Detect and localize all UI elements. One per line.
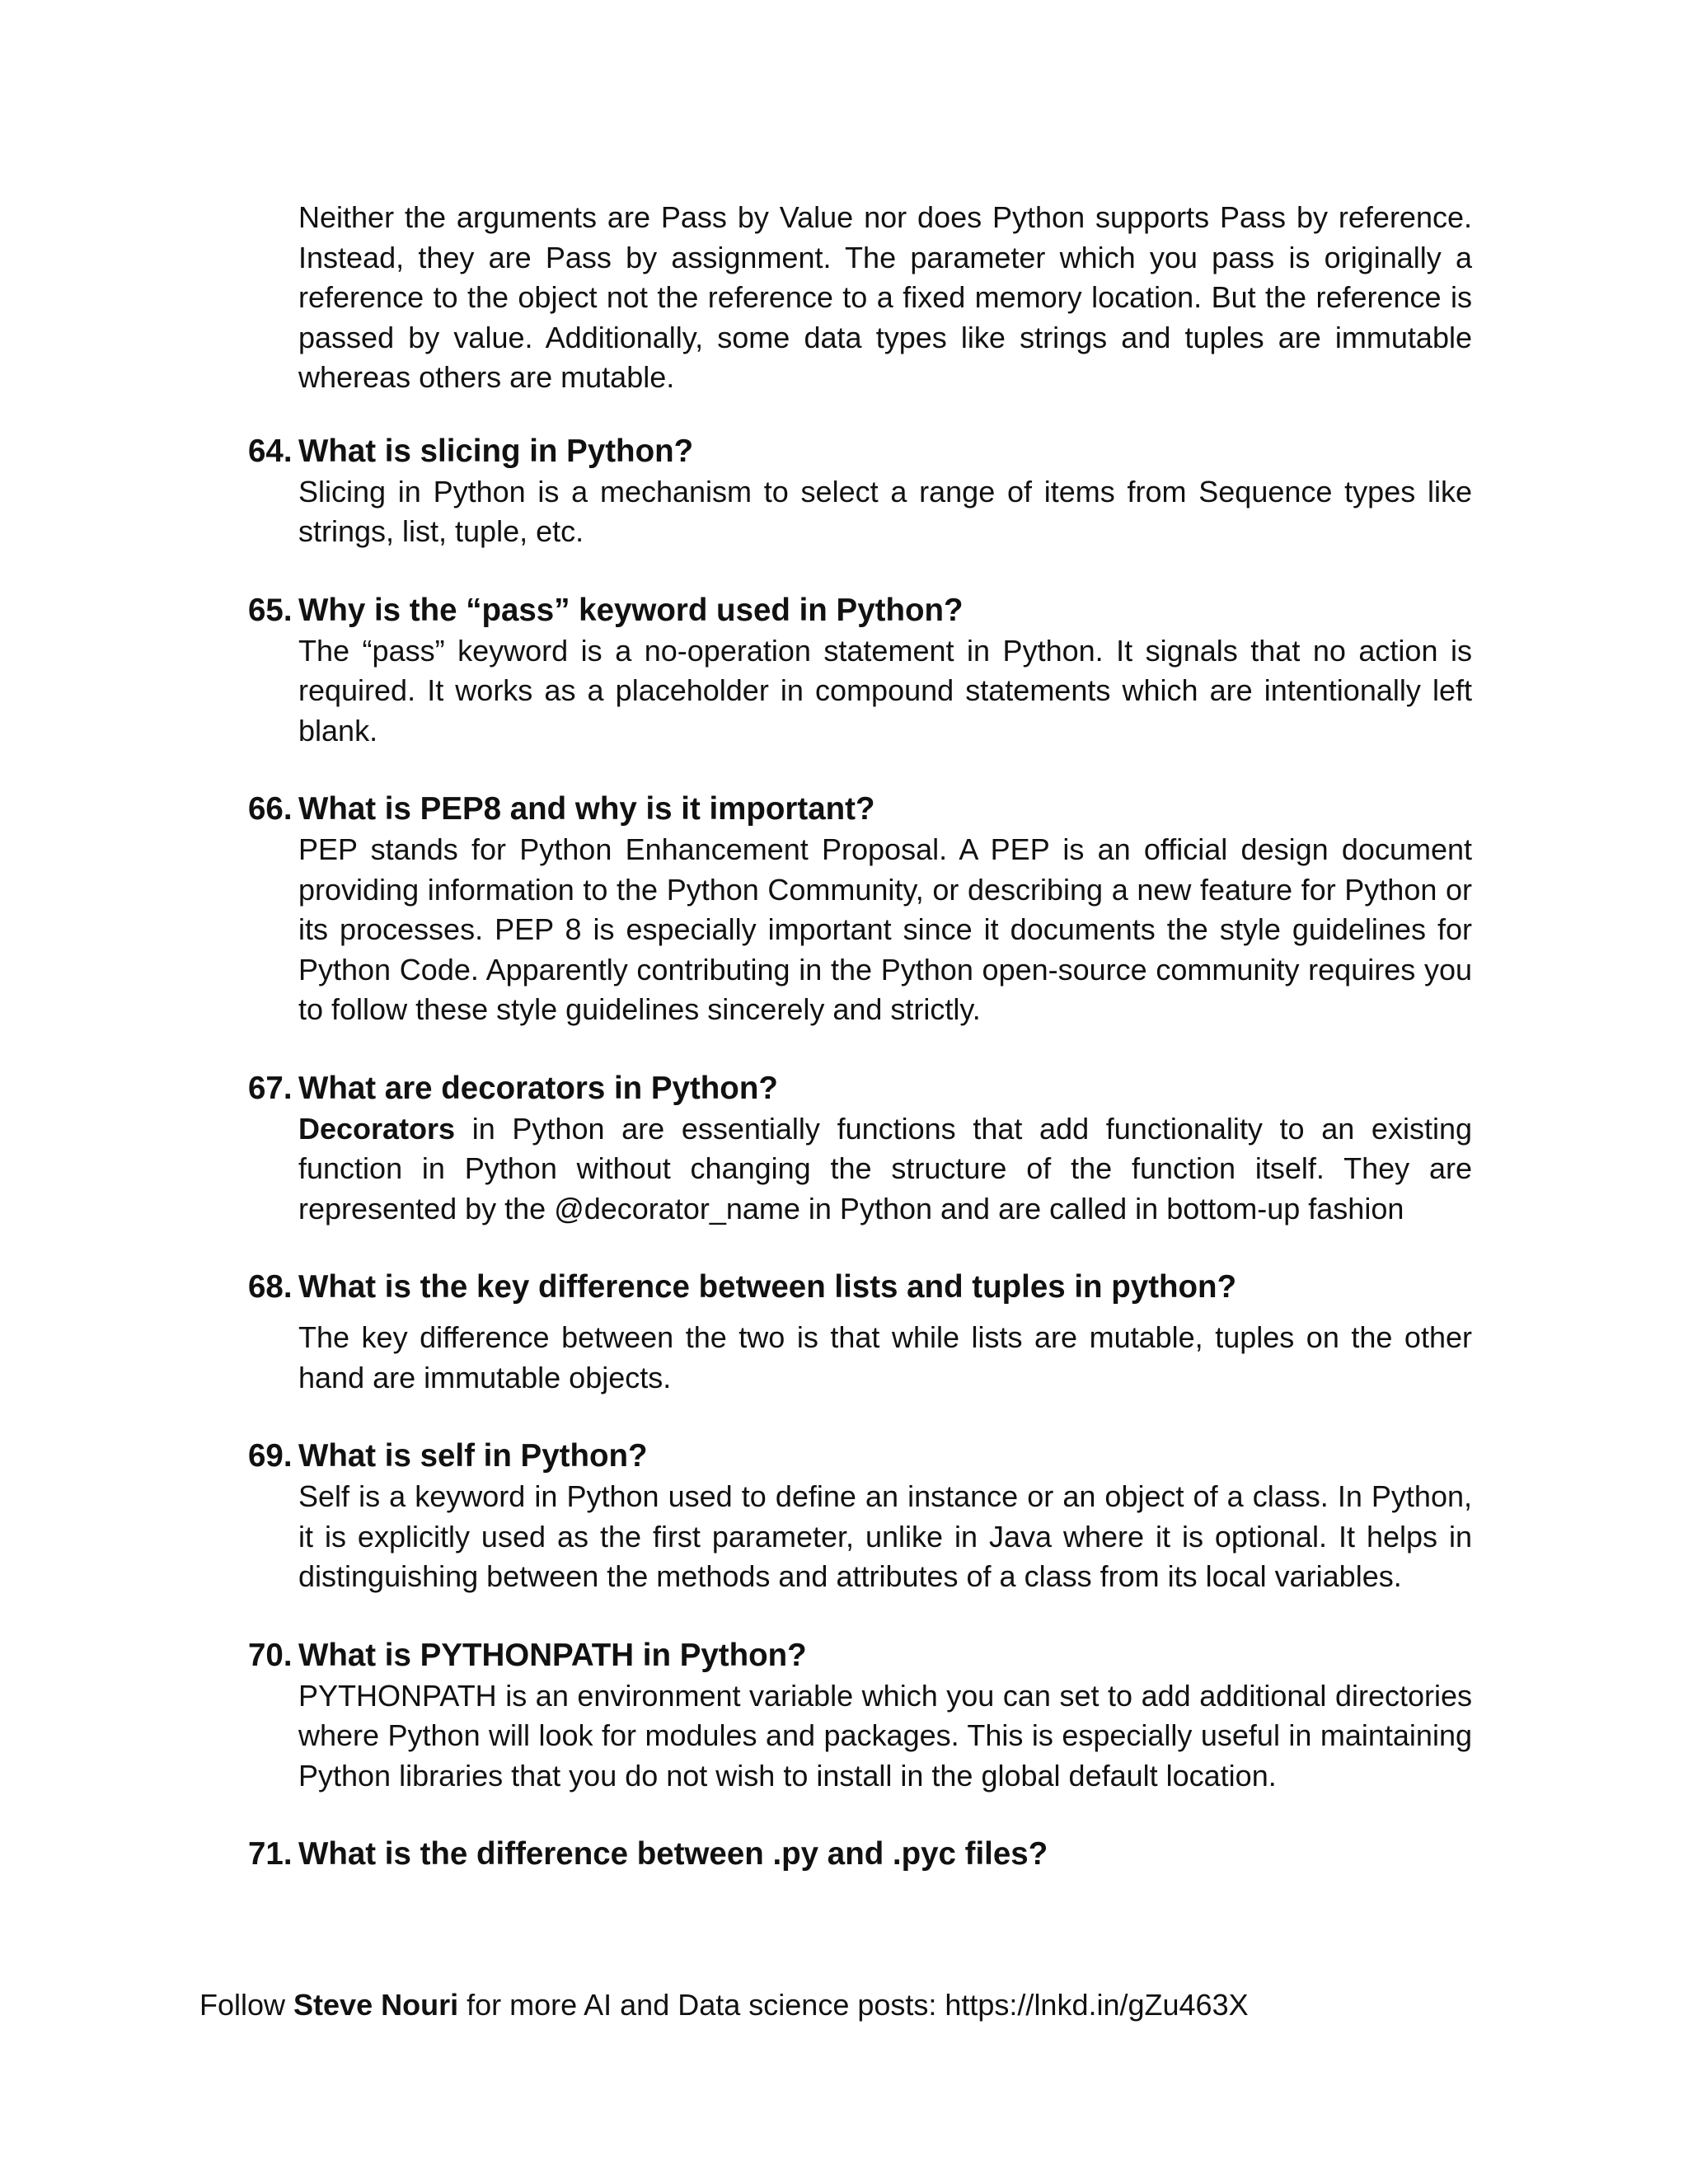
question-heading [248,1267,1472,1308]
question-70 [248,1635,1472,1797]
question-heading [248,1834,1472,1875]
question-heading [248,431,1472,472]
question-title: Why is the “pass” keyword used in Python? [298,592,964,628]
question-title: What is slicing in Python? [298,433,694,469]
document-body [248,198,1472,1875]
answer-bold-term: Decorators [298,1111,456,1146]
question-number: 67. [248,1070,293,1106]
footer-prefix: Follow [199,1988,294,2022]
answer-text: The “pass” keyword is a no-operation statement in Python. It signals that no action is required. It works as a placeholder in compound statements which are intentionally left blank. [298,633,1472,748]
answer-rest: in Python are essentially functions that add functionality to an existing function in Python without changing the structure of the function itself. They are represented by the @decorator_name in Python and are called in bottom-up fashion [298,1111,1472,1226]
question-number: 64. [248,433,293,469]
answer-text [298,1109,1472,1230]
question-heading [248,590,1472,631]
question-title: What are decorators in Python? [298,1070,778,1106]
answer-text: Slicing in Python is a mechanism to select a range of items from Sequence types like strings, list, tuple, etc. [298,474,1472,548]
question-number: 69. [248,1438,293,1474]
footer-suffix: for more AI and Data science posts: https://lnkd.in/gZu463X [458,1988,1249,2022]
question-69 [248,1436,1472,1597]
question-title: What is self in Python? [298,1438,648,1474]
question-title: What is the difference between .py and .pyc files? [298,1836,1048,1872]
answer-text: PEP stands for Python Enhancement Proposal. A PEP is an official design document providing information to the Python Community, or describing a new feature for Python or its processes. PEP 8 is especially important since it documents the style guidelines for Python Code. Apparently contributing in the Python open-source community requires you to follow these style guidelines sincerely and strictly. [298,832,1472,1026]
page-footer [199,1985,1249,2025]
question-title: What is PEP8 and why is it important? [298,791,875,827]
intro-paragraph: Neither the arguments are Pass by Value nor does Python supports Pass by reference. Instead, they are Pass by assignment. The parameter which you pass is originally a reference to the object not the reference to a fixed memory location. But the reference is passed by value. Additionally, some data types like strings and tuples are immutable whereas others are mutable. [298,200,1472,394]
question-heading [248,789,1472,830]
question-heading [248,1068,1472,1109]
answer-text: The key difference between the two is that while lists are mutable, tuples on the other hand are immutable objects. [298,1320,1472,1394]
question-65 [248,590,1472,752]
question-heading [248,1436,1472,1477]
question-title: What is the key difference between lists and tuples in python? [298,1269,1237,1305]
question-number: 71. [248,1836,293,1872]
answer-text: Self is a keyword in Python used to define an instance or an object of a class. In Python, it is explicitly used as the first parameter, unlike in Java where it is optional. It helps in distinguishing between the methods and attributes of a class from its local variables. [298,1479,1472,1593]
question-71 [248,1834,1472,1875]
question-number: 70. [248,1637,293,1673]
question-number: 66. [248,791,293,827]
question-number: 68. [248,1269,293,1305]
question-67 [248,1068,1472,1230]
question-68 [248,1267,1472,1398]
question-66 [248,789,1472,1030]
footer-author: Steve Nouri [293,1988,459,2022]
question-title: What is PYTHONPATH in Python? [298,1637,807,1673]
question-number: 65. [248,592,293,628]
question-heading [248,1635,1472,1676]
answer-text: PYTHONPATH is an environment variable which you can set to add additional directories where Python will look for modules and packages. This is especially useful in maintaining Python libraries that you do not wish to install in the global default location. [298,1678,1472,1793]
question-64 [248,431,1472,552]
